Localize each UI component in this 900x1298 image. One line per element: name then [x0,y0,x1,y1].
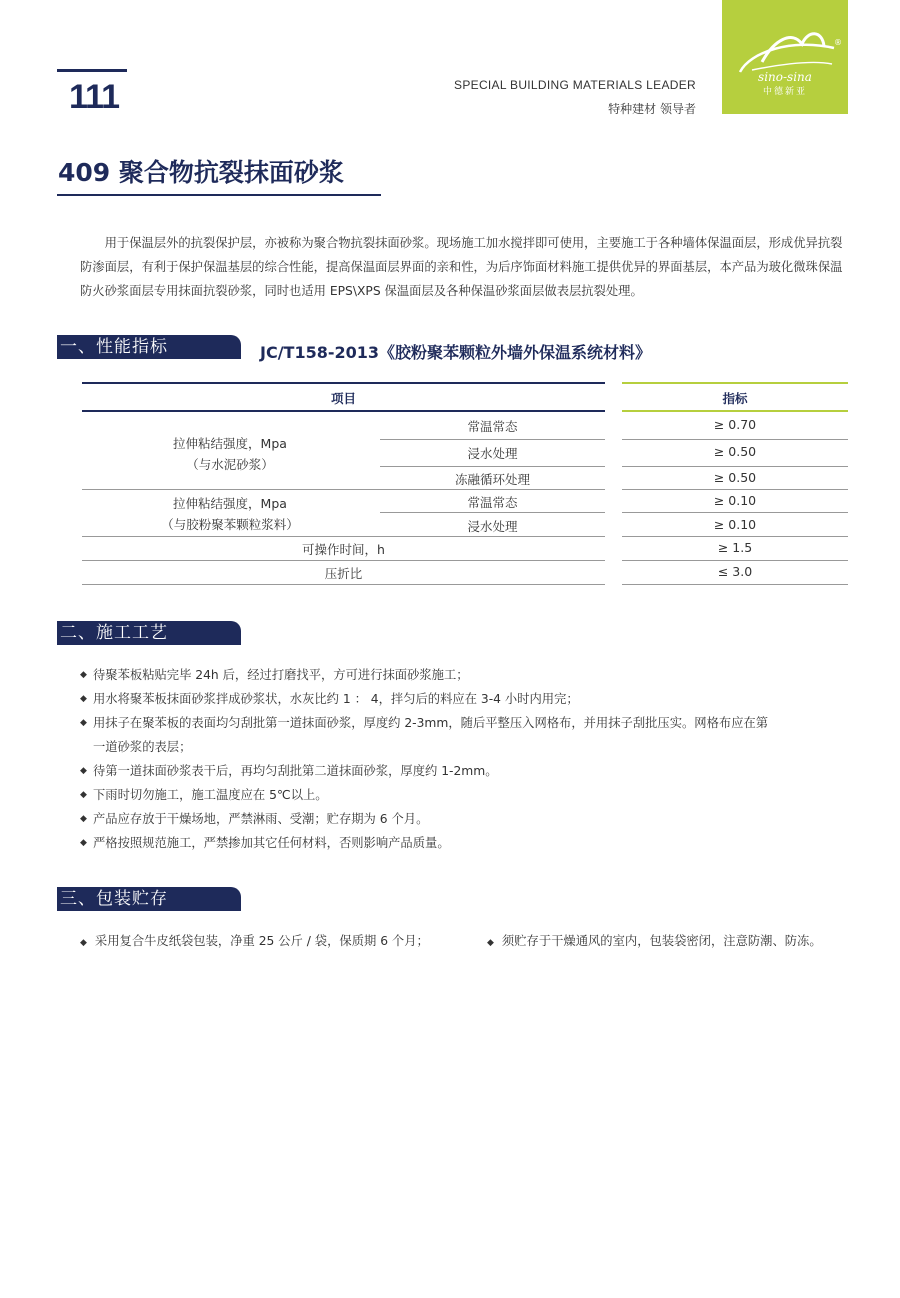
table-header-rule [82,410,605,412]
table-row-rule [622,536,848,537]
table-group2-label-line2: （与胶粉聚苯颗粒浆料） [161,517,299,532]
standard-title: JC/T158-2013《胶粉聚苯颗粒外墙外保温系统材料》 [260,343,652,362]
bullet-diamond-icon: ◆ [80,938,87,948]
list-item: ◆ 待第一道抹面砂浆表干后，再均匀刮批第二道抹面砂浆，厚度约 1-2mm。 [80,759,860,783]
table-group2-label [82,493,378,535]
table-top-rule [82,382,605,384]
table-group1-label [82,433,378,475]
table-row-condition: 浸水处理 [467,519,518,534]
list-item: ◆ 待聚苯板粘贴完毕 24h 后，经过打磨找平，方可进行抹面砂浆施工； [80,663,860,687]
product-title: 409 聚合物抗裂抹面砂浆 [58,158,344,187]
table-row-value: ≥ 0.50 [713,470,757,485]
product-intro: 用于保温层外的抗裂保护层，亦被称为聚合物抗裂抹面砂浆。现场施工加水搅拌即可使用，主要施工于各种墙体保温面层，形成优异抗裂防渗面层，有利于保护保温基层的综合性能，提高保温面层界面的亲和性，为后序饰面材料施工提供优异的界面基层，本产品为玻化微珠保温防火砂浆面层专用抹面抗裂砂浆，同时也适用 EPS\XPS 保温面层及各种保温砂浆面层做表层抗裂处理。 [80,236,843,298]
table-header-item: 项目 [330,391,356,406]
table-row-rule [622,466,848,467]
logo-text-cn: 中德新亚 [762,87,807,97]
table-row-condition: 常温常态 [467,495,518,510]
logo-text-en: sino-sina [758,70,812,84]
brand-tagline-en: SPECIAL BUILDING MATERIALS LEADER [454,78,696,92]
table-row-rule [622,560,848,561]
list-item: ◆ 严格按照规范施工，严禁掺加其它任何材料，否则影响产品质量。 [80,831,860,855]
table-group2-label-line1: 拉伸粘结强度，Mpa [173,496,287,511]
table-row-value: ≥ 0.10 [713,493,757,508]
table-group1-label-line2: （与水泥砂浆） [186,457,274,472]
list-item: ◆ 用抹子在聚苯板的表面均匀刮批第一道抹面砂浆，厚度约 2-3mm，随后平整压入网格布，并用抹子刮批压实。网格布应在第 [80,711,860,735]
packaging-text-left: 采用复合牛皮纸袋包装，净重 25 公斤 / 袋，保质期 6 个月； [94,934,429,948]
section-packaging-heading: 三、包装贮存 [57,887,241,911]
construction-steps-list [80,663,860,855]
registered-mark: ® [834,38,842,47]
table-row-condition: 可操作时间，h [302,542,385,557]
list-item-continuation: 一道砂浆的表层； [93,740,192,754]
table-row-condition: 冻融循环处理 [454,472,530,487]
table-bottom-rule-index [622,584,848,585]
table-header-index: 指标 [722,391,748,406]
table-row-value: ≥ 0.10 [713,517,757,532]
table-row-value: ≥ 0.70 [713,417,757,432]
table-row-rule [82,560,605,561]
table-row-rule [82,489,605,490]
table-row-condition: 压折比 [324,566,363,581]
company-logo [722,0,848,114]
table-row-rule [622,439,848,440]
packaging-item-left [80,931,429,949]
table-row-rule [82,536,605,537]
table-row-rule [622,489,848,490]
page-number: 111 [69,78,119,116]
title-underline [57,194,381,196]
section-construction-heading: 二、施工工艺 [57,621,241,645]
table-row-condition: 常温常态 [467,419,518,434]
table-row-condition: 浸水处理 [467,446,518,461]
table-header-rule-index [622,410,848,412]
brand-tagline-cn: 特种建材 领导者 [608,102,696,116]
page-number-bar [57,69,127,72]
table-row-rule [380,466,605,467]
packaging-item-right [487,931,822,949]
bullet-diamond-icon: ◆ [487,938,494,948]
table-group1-label-line1: 拉伸粘结强度，Mpa [173,436,287,451]
list-item: ◆ 用水将聚苯板抹面砂浆拌成砂浆状，水灰比约 1 ： 4，拌匀后的料应在 3-4 小时内用完； [80,687,860,711]
table-top-rule-index [622,382,848,384]
table-row-rule [380,512,605,513]
table-row-rule [622,512,848,513]
packaging-text-right: 须贮存于干燥通风的室内，包装袋密闭，注意防潮、防冻。 [501,934,822,948]
table-row-rule [380,439,605,440]
table-row-value: ≥ 0.50 [713,444,757,459]
table-row-value: ≥ 1.5 [717,540,753,555]
list-item: ◆ 下雨时切勿施工，施工温度应在 5℃以上。 [80,783,860,807]
list-item: ◆ 产品应存放于干燥场地，严禁淋雨、受潮；贮存期为 6 个月。 [80,807,860,831]
table-bottom-rule [82,584,605,585]
table-row-value: ≤ 3.0 [717,564,753,579]
section-performance-heading: 一、性能指标 [57,335,241,359]
